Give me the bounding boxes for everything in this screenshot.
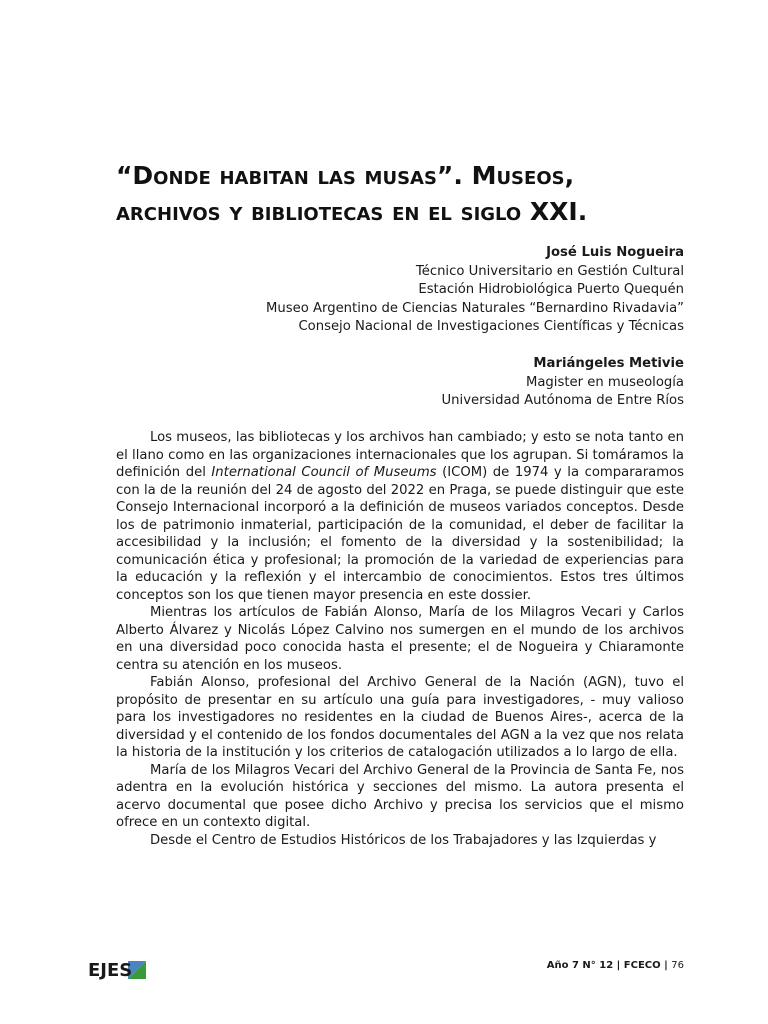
author-affiliation: Consejo Nacional de Investigaciones Científicas y Técnicas (298, 319, 684, 334)
author-name: José Luis Nogueira (546, 245, 684, 260)
body-paragraph: Los museos, las bibliotecas y los archivos han cambiado; y esto se nota tanto en el llano como en las organizaciones internacionales que los agrupan. Si tomáramos la definición del International Council of Museums (ICOM) de 1974 y la compararamos con la de la reunión del 24 de agosto del 2022 en Praga, se puede distinguir que este Consejo Internacional incorporó a la definición de museos variados conceptos. Desde los de patrimonio inmaterial, participación de la comunidad, el deber de facilitar la accesibilidad y la inclusión; el fomento de la diversidad y la sostenibilidad; la comunicación ética y profesional; la promoción de la variedad de experiencias para la educación y la reflexión y el intercambio de conocimientos. Estos tres últimos conceptos son los que tienen mayor presencia en este dossier. (116, 430, 684, 603)
author-name: Mariángeles Metivie (533, 356, 684, 371)
title-line-1: “Donde habitan las musas”. Museos, (116, 161, 575, 190)
author-affiliation: Estación Hidrobiológica Puerto Quequén (418, 282, 684, 297)
author-affiliation: Museo Argentino de Ciencias Naturales “Bernardino Rivadavia” (266, 300, 684, 316)
body-paragraph: María de los Milagros Vecari del Archivo General de la Provincia de Santa Fe, nos adentra en la evolución histórica y secciones del mismo. La autora presenta el acervo documental que posee dicho Archivo y precisa los servicios que el mismo ofrece en un contexto digital. (116, 762, 684, 830)
italic-term: International Council of Museums (211, 465, 437, 480)
body-paragraph: Mientras los artículos de Fabián Alonso, María de los Milagros Vecari y Carlos Alberto Álvarez y Nicolás López Calvino nos sumergen en el mundo de los archivos en una diversidad poco conocida hasta el presente; el de Nogueira y Chiaramonte centra su atención en los museos. (116, 605, 684, 673)
author-block (266, 244, 684, 411)
journal-logo (88, 957, 148, 981)
author-affiliation: Magister en museología (525, 374, 684, 390)
logo-text: EJES (88, 960, 133, 981)
body-paragraph: Fabián Alonso, profesional del Archivo General de la Nación (AGN), tuvo el propósito de presentar en su artículo una guía para investigadores, - muy valioso para los investigadores no residentes en la ciudad de Buenos Aires-, acerca de la diversidad y el contenido de los fondos documentales del AGN a la vez que nos relata la historia de la institución y los criterios de catalogación utilizados a lo largo de ella. (116, 675, 684, 760)
body-paragraph: Desde el Centro de Estudios Históricos de los Trabajadores y las Izquierdas y (150, 832, 657, 848)
author-affiliation: Técnico Universitario en Gestión Cultural (415, 263, 684, 279)
author-1 (266, 244, 684, 337)
title-line-2: archivos y bibliotecas en el siglo XXI. (116, 197, 588, 226)
page-number: 76 (671, 960, 684, 971)
author-2 (266, 355, 684, 411)
article-body (116, 429, 684, 849)
ejes-logo-icon (88, 957, 148, 981)
page-footer (547, 960, 684, 971)
issue-info: Año 7 N° 12 | FCECO | (546, 960, 672, 971)
article-title (116, 158, 676, 230)
author-affiliation: Universidad Autónoma de Entre Ríos (441, 393, 684, 408)
